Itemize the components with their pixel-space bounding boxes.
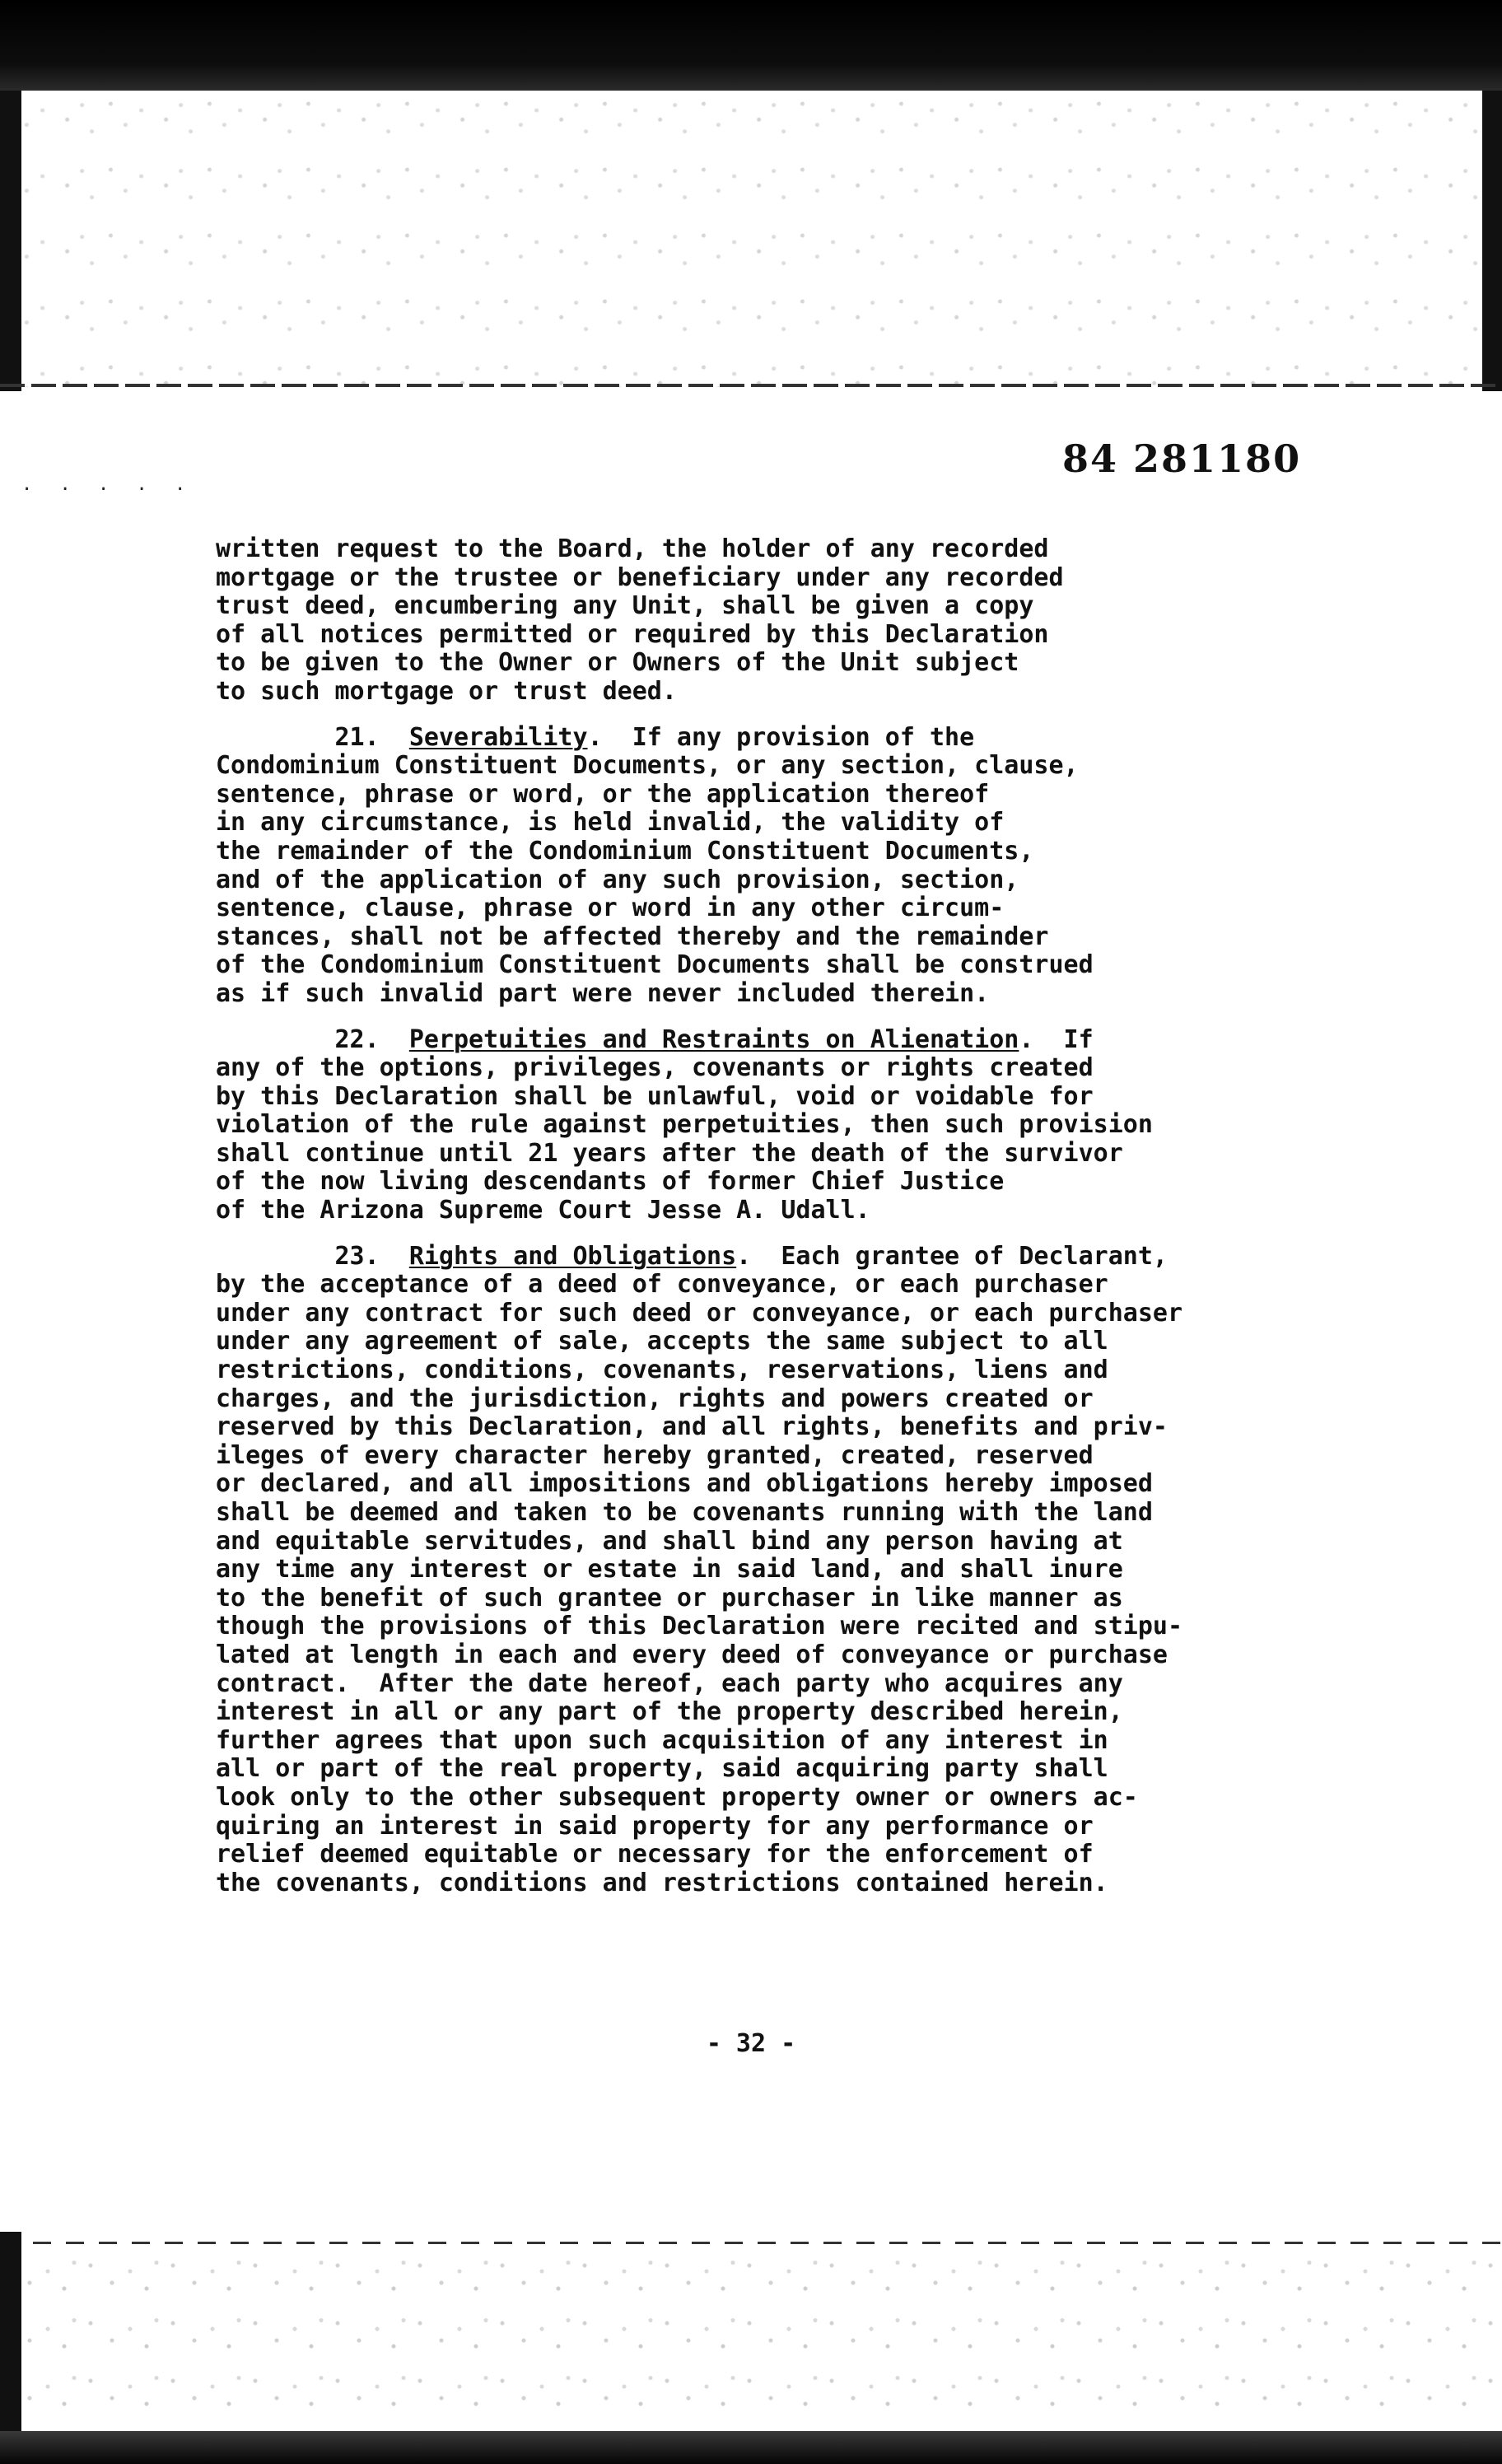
text-line: under any contract for such deed or conveyance, or each purchaser [216, 1298, 1182, 1328]
margin-marks: . . . . . [21, 474, 194, 495]
text-line: to the benefit of such grantee or purchaser in like manner as [216, 1583, 1123, 1612]
text-line: of the now living descendants of former Chief Justice [216, 1167, 1005, 1197]
section-first-line: 23. Rights and Obligations. Each grantee of Declarant, [216, 1243, 1426, 1272]
text-line: any of the options, privileges, covenants or rights created [216, 1053, 1094, 1083]
section-first-line: 21. Severability. If any provision of the [216, 724, 1426, 753]
text-line: and of the application of any such provision, section, [216, 865, 1019, 894]
section-number: 21. [334, 722, 380, 752]
text-line: and equitable servitudes, and shall bind any person having at [216, 1526, 1123, 1556]
section-indent [216, 723, 335, 752]
section-first-line: 22. Perpetuities and Restraints on Alienation. If [216, 1026, 1426, 1055]
paragraph-continuation [216, 535, 1426, 707]
text-line: charges, and the jurisdiction, rights and powers created or [216, 1384, 1094, 1413]
section-number: 23. [334, 1241, 380, 1271]
text-line: written request to the Board, the holder of any recorded [216, 534, 1049, 563]
text-line: or declared, and all impositions and obligations hereby imposed [216, 1469, 1153, 1499]
section-23 [216, 1243, 1426, 1898]
scan-noise [0, 91, 1502, 387]
text-line: shall continue until 21 years after the death of the survivor [216, 1138, 1123, 1168]
text-line: as if such invalid part were never included therein. [216, 978, 990, 1008]
scan-left-edge [0, 2232, 21, 2464]
text-line: mortgage or the trustee or beneficiary under any recorded [216, 562, 1064, 592]
text-line: contract. After the date hereof, each party who acquires any [216, 1668, 1123, 1698]
scan-border-bottom [0, 2232, 1502, 2464]
page-number: - 32 - [706, 2029, 796, 2058]
text-line: sentence, phrase or word, or the application thereof [216, 779, 990, 809]
text-line: reserved by this Declaration, and all rights, benefits and priv- [216, 1412, 1168, 1442]
scan-left-edge [0, 91, 21, 391]
section-first-line-text: If any provision of the [632, 722, 975, 752]
text-line: Condominium Constituent Documents, or any section, clause, [216, 751, 1079, 781]
scan-rule [0, 384, 1502, 387]
text-line: by this Declaration shall be unlawful, void or voidable for [216, 1081, 1094, 1111]
scan-dark-band [0, 2431, 1502, 2464]
text-line: further agrees that upon such acquisition of any interest in [216, 1725, 1108, 1755]
text-line: violation of the rule against perpetuities, then such provision [216, 1110, 1153, 1140]
text-line: all or part of the real property, said acquiring party shall [216, 1754, 1108, 1784]
text-line: to such mortgage or trust deed. [216, 676, 677, 706]
text-line: by the acceptance of a deed of conveyance, or each purchaser [216, 1270, 1108, 1300]
text-line: sentence, clause, phrase or word in any other circum- [216, 894, 1005, 923]
text-line: lated at length in each and every deed of conveyance or purchase [216, 1640, 1168, 1669]
text-line: under any agreement of sale, accepts the same subject to all [216, 1327, 1108, 1356]
text-line: of the Arizona Supreme Court Jesse A. Udall. [216, 1196, 870, 1225]
text-line: the remainder of the Condominium Constituent Documents, [216, 836, 1034, 866]
scan-right-edge [1482, 91, 1502, 391]
text-line: look only to the other subsequent property owner or owners ac- [216, 1782, 1138, 1812]
document-number: 84 281180 [1062, 436, 1302, 481]
text-line: of all notices permitted or required by this Declaration [216, 619, 1049, 649]
text-line: though the provisions of this Declaration were recited and stipu- [216, 1612, 1182, 1641]
section-first-line-text: Each grantee of Declarant, [781, 1241, 1168, 1271]
section-number: 22. [334, 1024, 380, 1054]
scan-border-top [0, 0, 1502, 395]
text-line: to be given to the Owner or Owners of the Unit subject [216, 648, 1019, 678]
section-indent [216, 1025, 335, 1054]
text-line: trust deed, encumbering any Unit, shall be given a copy [216, 591, 1034, 621]
text-line: interest in all or any part of the property described herein, [216, 1697, 1123, 1727]
section-21 [216, 724, 1426, 1009]
text-line: any time any interest or estate in said land, and shall inure [216, 1555, 1123, 1584]
section-heading: Rights and Obligations [408, 1241, 737, 1271]
section-heading: Perpetuities and Restraints on Alienation [408, 1024, 1019, 1054]
scan-dark-band [0, 0, 1502, 91]
text-line: restrictions, conditions, covenants, reservations, liens and [216, 1356, 1108, 1385]
text-line: in any circumstance, is held invalid, the validity of [216, 808, 1005, 838]
document-body [216, 535, 1426, 1915]
text-line: of the Condominium Constituent Documents shall be construed [216, 950, 1094, 980]
text-line: ileges of every character hereby granted, created, reserved [216, 1440, 1094, 1470]
text-line: the covenants, conditions and restrictions contained herein. [216, 1868, 1108, 1897]
section-indent [216, 1242, 335, 1271]
section-22 [216, 1026, 1426, 1225]
section-heading: Severability [408, 722, 588, 752]
text-line: relief deemed equitable or necessary for the enforcement of [216, 1840, 1094, 1869]
text-line: quiring an interest in said property for any performance or [216, 1811, 1094, 1841]
text-line: stances, shall not be affected thereby and the remainder [216, 922, 1049, 951]
scan-noise [0, 2248, 1502, 2429]
text-line: shall be deemed and taken to be covenants running with the land [216, 1498, 1153, 1527]
scan-rule [0, 2242, 1502, 2244]
section-first-line-text: If [1048, 1024, 1094, 1054]
